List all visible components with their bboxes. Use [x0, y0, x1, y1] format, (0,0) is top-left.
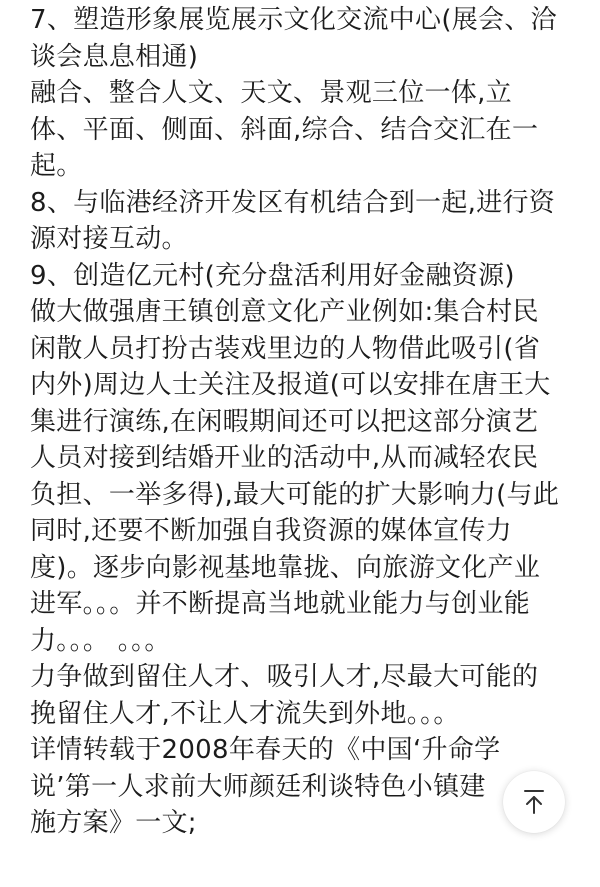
scroll-to-top-button[interactable] — [503, 771, 565, 833]
text-line: 集进行演练,在闲暇期间还可以把这部分演艺 — [30, 406, 539, 437]
text-line: 力。。。 。。。 — [30, 625, 171, 656]
text-line: 施方案》一文; — [30, 808, 197, 838]
text-line: 源对接互动。 — [30, 224, 188, 254]
text-line: 7、塑造形象展览展示文化交流中心(展会、洽 — [30, 5, 557, 35]
text-line: 力争做到留住人才、吸引人才,尽最大可能的 — [30, 662, 539, 692]
text-line: 做大做强唐王镇创意文化产业例如:集合村民 — [30, 297, 539, 327]
text-line: 9、创造亿元村(充分盘活利用好金融资源) — [30, 260, 515, 291]
text-line: 详情转载于2008年春天的《中国‘升命学 — [30, 735, 501, 765]
text-line: 度)。逐步向影视基地靠拢、向旅游文化产业 — [30, 552, 541, 583]
text-line: 挽留住人才,不让人才流失到外地。。。 — [30, 698, 460, 729]
text-line: 8、与临港经济开发区有机结合到一起,进行资 — [30, 187, 556, 218]
text-line: 同时,还要不断加强自我资源的媒体宣传力 — [30, 516, 512, 546]
text-line: 内外)周边人士关注及报道(可以安排在唐王大 — [30, 370, 551, 400]
text-line: 闲散人员打扮古装戏里边的人物借此吸引(省 — [30, 333, 541, 364]
text-line: 体、平面、侧面、斜面,综合、结合交汇在一 — [30, 114, 539, 145]
text-line: 说’第一人求前大师颜廷利谈特色小镇建 — [30, 771, 486, 802]
arrow-up-icon — [523, 789, 545, 815]
text-line: 负担、一举多得),最大可能的扩大影响力(与此 — [30, 479, 560, 510]
text-line: 人员对接到结婚开业的活动中,从而减轻农民 — [30, 443, 539, 473]
text-line: 起。 — [30, 151, 83, 181]
text-line: 谈会息息相通) — [30, 41, 199, 72]
article-body — [30, 2, 578, 842]
text-line: 融合、整合人文、天文、景观三位一体,立 — [30, 78, 512, 108]
text-line: 进军。。。并不断提高当地就业能力与创业能 — [30, 589, 531, 619]
